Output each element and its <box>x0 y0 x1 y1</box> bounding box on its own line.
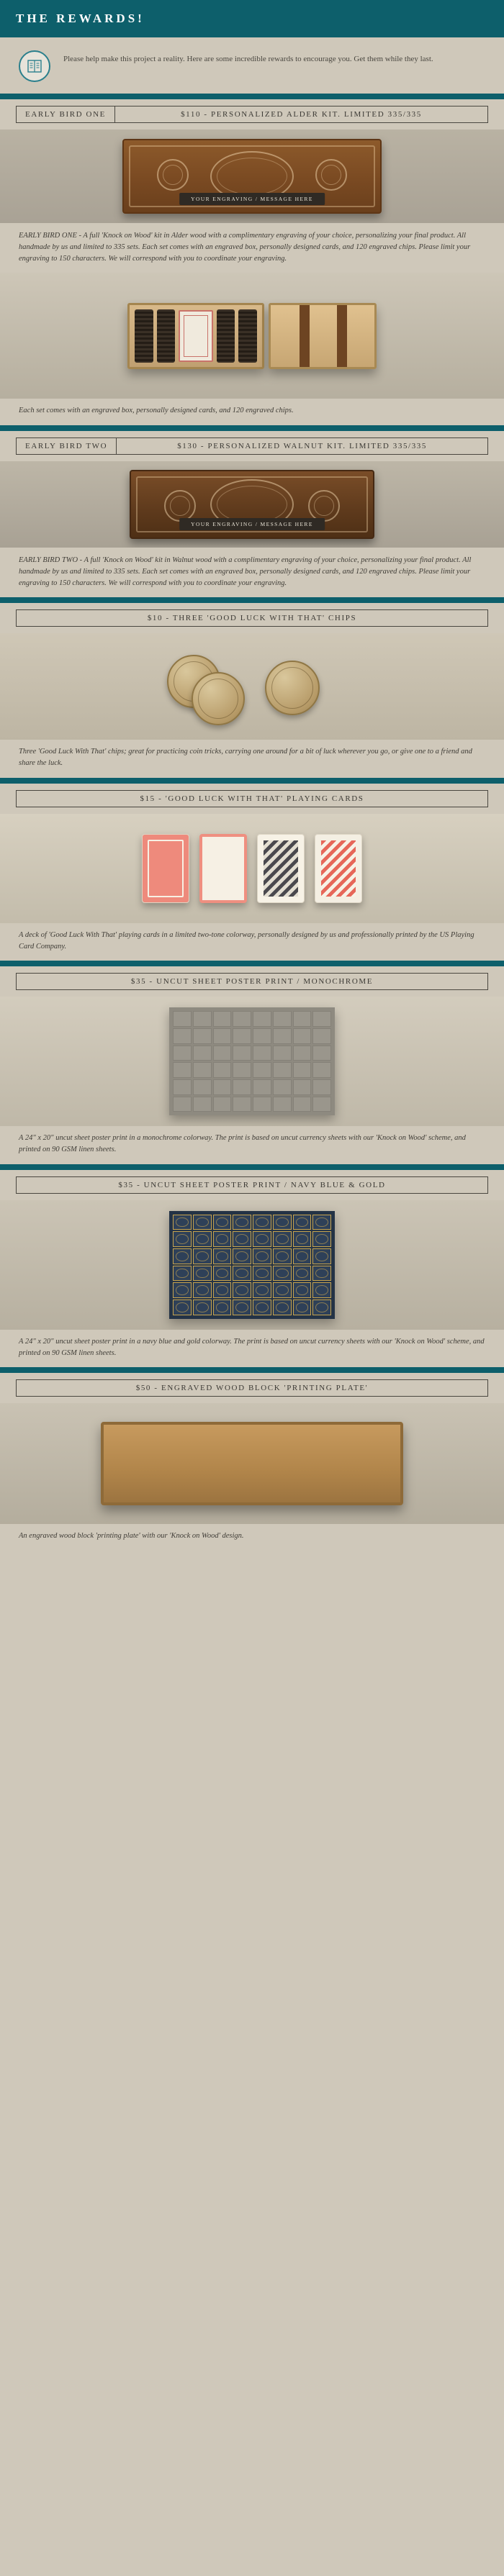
section-divider <box>0 1164 504 1170</box>
reward-description: EARLY BIRD ONE - A full 'Knock on Wood' kit in Alder wood with a complimentary engraving of your choice, personalizing your final product. All handmade by us and limited to 335 sets. Each set comes with an engraved box, personally designed cards, and 120 engraved chips. Please limit your engraving to 150 characters. We will correspond with you to coordinate your engraving. <box>0 223 504 273</box>
poster-mono-photo <box>0 997 504 1126</box>
reward-description: Three 'Good Luck With That' chips; great for practicing coin tricks, carrying one around for a bit of luck wherever you go, or give one to a friend and share the luck. <box>0 740 504 778</box>
section-divider <box>0 778 504 784</box>
reward-description: A deck of 'Good Luck With That' playing cards in a limited two-tone colorway, personally designed by us and professionally printed by the US Playing Card Company. <box>0 923 504 961</box>
reward-price-title: $35 - UNCUT SHEET POSTER PRINT / NAVY BLUE & GOLD <box>16 1176 488 1194</box>
reward-price-title: $50 - ENGRAVED WOOD BLOCK 'PRINTING PLATE' <box>16 1379 488 1397</box>
good-luck-chip <box>192 672 245 725</box>
chip-stack <box>157 309 176 363</box>
reward-price-title: $15 - 'GOOD LUCK WITH THAT' PLAYING CARDS <box>16 790 488 807</box>
walnut-box-photo <box>0 461 504 548</box>
reward-titlebar <box>0 431 504 461</box>
section-divider <box>0 94 504 99</box>
reward-playing-cards <box>0 778 504 961</box>
reward-poster-monochrome <box>0 961 504 1164</box>
chip-stack <box>217 309 235 363</box>
leather-strap <box>300 305 310 367</box>
chip-stack <box>135 309 153 363</box>
reward-price-title: $10 - THREE 'GOOD LUCK WITH THAT' CHIPS <box>16 609 488 627</box>
reward-early-bird-one <box>0 94 504 425</box>
open-box-chips-photo <box>0 273 504 399</box>
box-compartment <box>269 303 377 369</box>
seal-right-icon <box>308 490 340 522</box>
uncut-sheet-poster <box>169 1211 335 1319</box>
page-title: THE REWARDS! <box>16 12 145 25</box>
engraving-plate-label: YOUR ENGRAVING / MESSAGE HERE <box>179 193 325 205</box>
reward-name: EARLY BIRD ONE <box>16 106 115 123</box>
uncut-sheet-poster <box>169 1007 335 1115</box>
playing-cards-photo <box>0 814 504 923</box>
reward-description: EARLY BIRD TWO - A full 'Knock on Wood' kit in Walnut wood with a complimentary engraving of your choice, personalizing your final product. All handmade by us and limited to 335 sets. Each set comes with an engraved box, personally designed cards, and 120 engraved chips. Please limit your engraving to 150 characters. We will correspond with you to coordinate your engraving. <box>0 548 504 597</box>
intro-block <box>0 37 504 94</box>
reward-description: A 24" x 20" uncut sheet poster print in a navy blue and gold colorway. The print is based on uncut currency sheets with our 'Knock on Wood' scheme, and printed on 90 GSM linen sheets. <box>0 1330 504 1368</box>
page-header <box>0 0 504 37</box>
engraved-wood-block <box>101 1422 403 1505</box>
reward-titlebar <box>0 99 504 130</box>
intro-text: Please help make this project a reality. Here are some incredible rewards to encourage you. Get them while they last. <box>63 55 433 63</box>
seal-right-icon <box>315 159 347 191</box>
reward-good-luck-chips <box>0 597 504 778</box>
reward-printing-plate <box>0 1367 504 1551</box>
card-pack <box>179 310 212 362</box>
reward-name: EARLY BIRD TWO <box>16 437 117 455</box>
card-back <box>199 834 247 903</box>
leather-strap <box>337 305 347 367</box>
chip-stack <box>238 309 257 363</box>
reward-description: An engraved wood block 'printing plate' with our 'Knock on Wood' design. <box>0 1524 504 1551</box>
reward-price-title: $130 - PERSONALIZED WALNUT KIT. LIMITED 335/335 <box>117 437 488 455</box>
chips-photo <box>0 633 504 740</box>
engraved-box-lid <box>122 139 382 214</box>
engraving-plate-label: YOUR ENGRAVING / MESSAGE HERE <box>179 518 325 530</box>
court-card <box>315 834 362 903</box>
good-luck-chip <box>265 661 320 715</box>
printing-plate-photo <box>0 1403 504 1524</box>
section-divider <box>0 597 504 603</box>
poster-navy-photo <box>0 1200 504 1330</box>
section-divider <box>0 961 504 966</box>
book-icon <box>19 50 50 82</box>
chip-tray <box>127 303 264 369</box>
seal-left-icon <box>157 159 189 191</box>
seal-left-icon <box>164 490 196 522</box>
reward-price-title: $110 - PERSONALIZED ALDER KIT. LIMITED 335/335 <box>115 106 488 123</box>
section-divider <box>0 425 504 431</box>
reward-poster-navy-gold <box>0 1164 504 1368</box>
section-divider <box>0 1367 504 1373</box>
card-box <box>142 834 189 903</box>
reward-price-title: $35 - UNCUT SHEET POSTER PRINT / MONOCHROME <box>16 973 488 990</box>
reward-description: A 24" x 20" uncut sheet poster print in a monochrome colorway. The print is based on uncut currency sheets with our 'Knock on Wood' scheme, and printed on 90 GSM linen sheets. <box>0 1126 504 1164</box>
court-card <box>257 834 305 903</box>
reward-early-bird-two <box>0 425 504 597</box>
photo-caption: Each set comes with an engraved box, personally designed cards, and 120 engraved chips. <box>0 399 504 425</box>
alder-box-photo <box>0 130 504 223</box>
engraved-box-lid <box>130 470 374 539</box>
